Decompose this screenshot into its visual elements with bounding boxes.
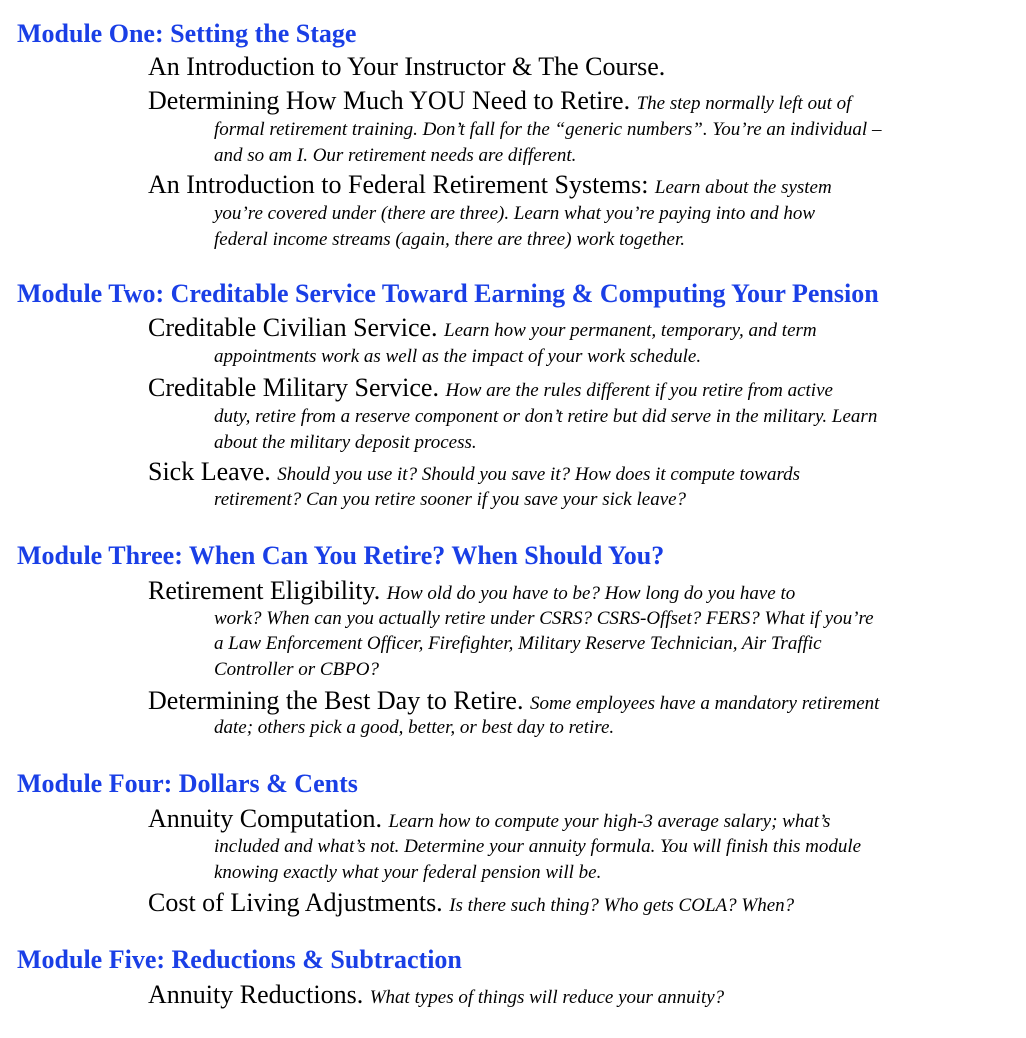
item-description-line: duty, retire from a reserve component or don’t retire but did serve in the military. Learn [214,406,878,427]
item-description-line: included and what’s not. Determine your annuity formula. You will finish this module [214,836,862,857]
item-description-line: you’re covered under (there are three). Learn what you’re paying into and how [214,203,815,224]
item-description: How are the rules different if you retire from active [445,380,833,401]
item-description-line: work? When can you actually retire under CSRS? CSRS-Offset? FERS? What if you’re [214,608,874,629]
module-1-item-3 [148,170,832,203]
item-description: What types of things will reduce your annuity? [369,987,725,1008]
module-1-item-1 [148,52,665,82]
item-heading: An Introduction to Your Instructor & The Course. [148,52,666,81]
item-description: Learn about the system [654,177,832,198]
item-description-line: and so am I. Our retirement needs are different. [214,145,577,166]
module-2-title: Module Two: Creditable Service Toward Earning & Computing Your Pension [17,279,879,308]
module-1-item-2 [148,86,851,119]
item-heading: Annuity Reductions. [148,980,364,1009]
item-description-line: Controller or CBPO? [214,659,380,680]
item-description: Learn how your permanent, temporary, and term [444,320,817,341]
item-heading: Determining How Much YOU Need to Retire. [148,86,631,115]
module-2-item-2 [148,373,833,406]
item-heading: Creditable Civilian Service. [148,313,438,342]
item-heading: Creditable Military Service. [148,373,439,402]
module-2-item-1 [148,313,817,346]
item-heading: An Introduction to Federal Retirement Systems: [148,170,649,199]
item-description: How old do you have to be? How long do you have to [386,583,796,604]
module-2-item-3 [148,457,800,490]
module-3-item-1 [148,576,795,609]
item-description: Should you use it? Should you save it? How does it compute towards [277,464,801,485]
item-heading: Retirement Eligibility. [148,576,381,605]
item-description-line: formal retirement training. Don’t fall for the “generic numbers”. You’re an individual – [214,119,882,140]
item-heading: Cost of Living Adjustments. [148,888,443,917]
item-heading: Determining the Best Day to Retire. [148,686,524,715]
module-5-item-1 [148,980,724,1013]
module-3-title: Module Three: When Can You Retire? When Should You? [17,541,665,570]
item-description-line: retirement? Can you retire sooner if you save your sick leave? [214,489,687,510]
item-description: Some employees have a mandatory retirement [529,693,880,714]
item-description-line: federal income streams (again, there are three) work together. [214,229,686,250]
item-description-line: about the military deposit process. [214,432,477,453]
item-description-line: knowing exactly what your federal pension will be. [214,862,602,883]
item-description-line: a Law Enforcement Officer, Firefighter, Military Reserve Technician, Air Traffic [214,633,822,654]
item-description-line: date; others pick a good, better, or best day to retire. [214,717,615,738]
module-4-item-2 [148,888,794,921]
module-5-title: Module Five: Reductions & Subtraction [17,945,462,974]
item-description: Is there such thing? Who gets COLA? When? [449,895,795,916]
item-description: The step normally left out of [636,93,852,114]
module-4-item-1 [148,804,830,837]
item-heading: Annuity Computation. [148,804,382,833]
item-heading: Sick Leave. [148,457,271,486]
item-description: Learn how to compute your high-3 average salary; what’s [388,811,831,832]
module-4-title: Module Four: Dollars & Cents [17,769,358,798]
item-description-line: appointments work as well as the impact of your work schedule. [214,346,702,367]
module-1-title: Module One: Setting the Stage [17,19,357,48]
